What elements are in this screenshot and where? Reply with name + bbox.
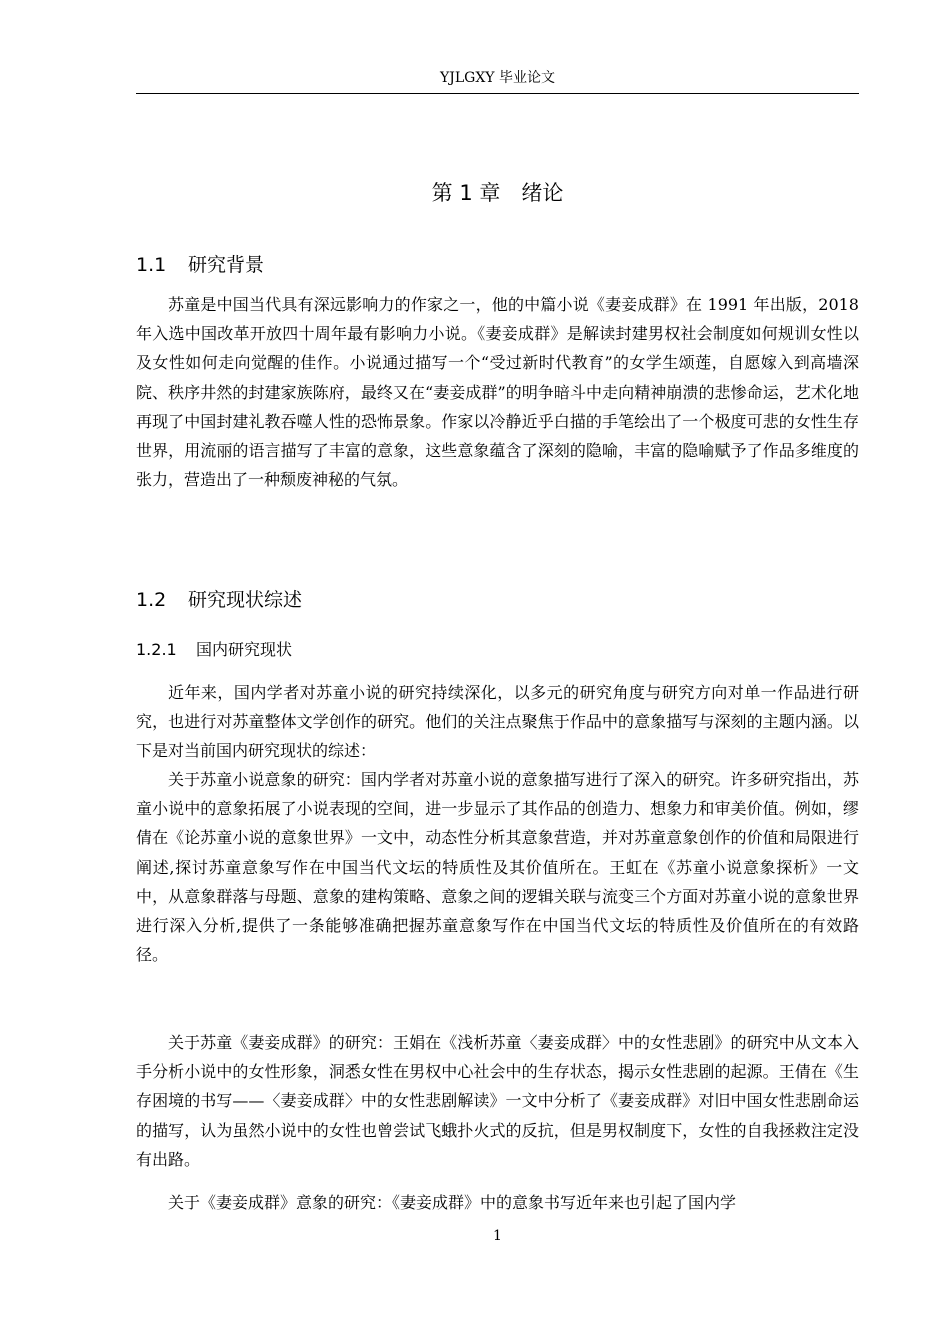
subsection-heading-1-2-1: [136, 638, 292, 662]
paragraph-imagery-research: 关于苏童小说意象的研究：国内学者对苏童小说的意象描写进行了深入的研究。许多研究指出，苏童小说中的意象拓展了小说表现的空间，进一步显示了其作品的创造力、想象力和审美价值。例如，缪倩在《论苏童小说的意象世界》一文中，动态性分析其意象营造，并对苏童意象创作的价值和局限进行阐述,探讨苏童意象写作在中国当代文坛的特质性及其价值所在。王虹在《苏童小说意象探析》一文中，从意象群落与母题、意象的建构策略、意象之间的逻辑关联与流变三个方面对苏童小说的意象世界进行深入分析,提供了一条能够准确把握苏童意象写作在中国当代文坛的特质性及价值所在的有效路径。: [136, 770, 859, 965]
paragraph-background: 苏童是中国当代具有深远影响力的作家之一，他的中篇小说《妻妾成群》在 1991 年出版，2018 年入选中国改革开放四十周年最有影响力小说。《妻妾成群》是解读封建男权社会制度如何规训女性以及女性如何走向觉醒的佳作。小说通过描写一个“受过新时代教育”的女学生颂莲，自愿嫁入到高墙深院、秩序井然的封建家族陈府，最终又在“妻妾成群”的明争暗斗中走向精神崩溃的悲惨命运，艺术化地再现了中国封建礼教吞噬人性的恐怖景象。作家以冷静近乎白描的手笔绘出了一个极度可悲的女性生存世界，用流丽的语言描写了丰富的意象，这些意象蕴含了深刻的隐喻，丰富的隐喻赋予了作品多维度的张力，营造出了一种颓废神秘的气氛。: [136, 295, 859, 490]
page-number: 1: [493, 1228, 502, 1244]
section-heading-1-1: [136, 251, 264, 279]
section-title: 研究现状综述: [188, 589, 303, 611]
paragraph-overview: 近年来，国内学者对苏童小说的研究持续深化，以多元的研究角度与研究方向对单一作品进行研究，也进行对苏童整体文学创作的研究。他们的关注点聚焦于作品中的意象描写与深刻的主题内涵。以下是对当前国内研究现状的综述：: [136, 683, 859, 761]
section-number: 1.1: [136, 254, 167, 276]
section-heading-1-2: [136, 586, 302, 614]
section-title: 研究背景: [188, 254, 265, 276]
subsection-title: 国内研究现状: [196, 640, 293, 659]
chapter-title: 第 1 章 绪论: [431, 181, 564, 205]
header-divider: [136, 93, 859, 94]
section-number: 1.2: [136, 589, 167, 611]
page-header: YJLGXY 毕业论文: [440, 70, 555, 86]
paragraph-novel-imagery-research: 关于《妻妾成群》意象的研究：《妻妾成群》中的意象书写近年来也引起了国内学: [168, 1193, 737, 1212]
subsection-number: 1.2.1: [136, 640, 177, 659]
paragraph-novel-research: 关于苏童《妻妾成群》的研究：王娟在《浅析苏童〈妻妾成群〉中的女性悲剧》的研究中从文本入手分析小说中的女性形象，洞悉女性在男权中心社会中的生存状态，揭示女性悲剧的起源。王倩在《生存困境的书写——〈妻妾成群〉中的女性悲剧解读》一文中分析了《妻妾成群》对旧中国女性悲剧命运的描写，认为虽然小说中的女性也曾尝试飞蛾扑火式的反抗，但是男权制度下，女性的自我拯救注定没有出路。: [136, 1033, 859, 1169]
